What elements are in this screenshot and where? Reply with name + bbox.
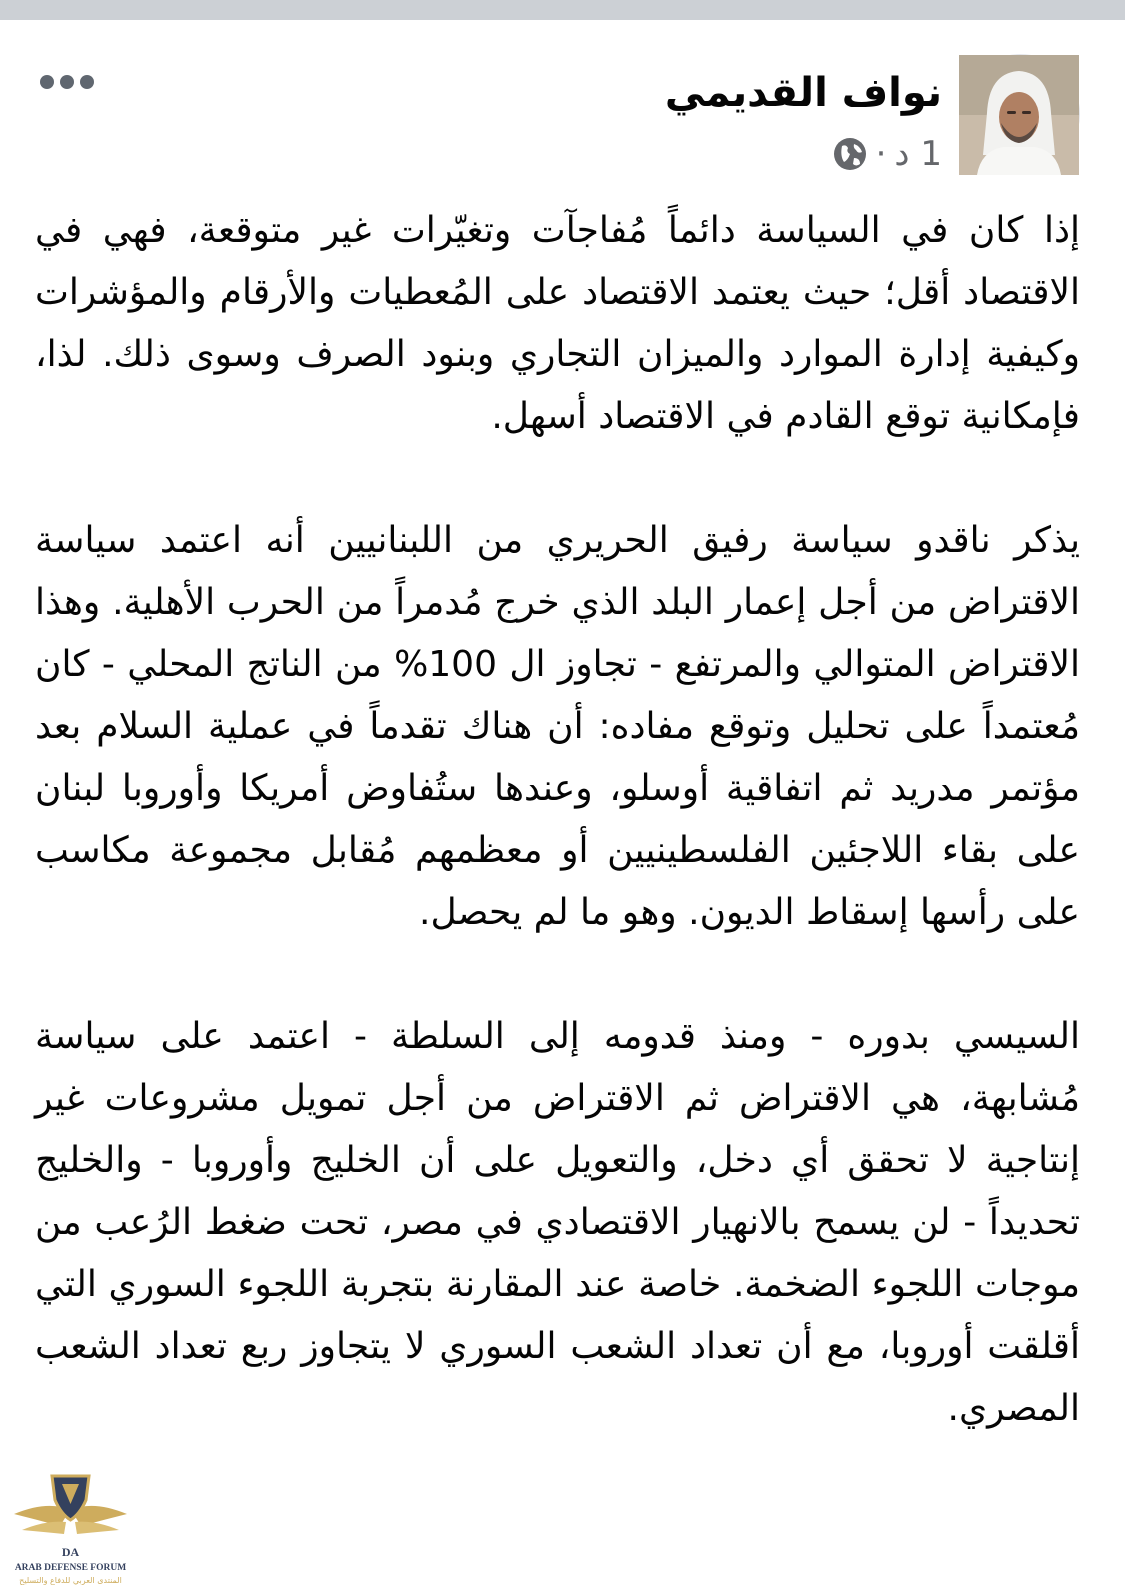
more-dot bbox=[60, 75, 74, 89]
watermark-brand-ar: المنتدى العربي للدفاع والتسليح bbox=[19, 1576, 122, 1585]
more-options-icon[interactable] bbox=[40, 72, 94, 92]
arab-defense-forum-watermark bbox=[8, 1470, 133, 1590]
post-meta bbox=[832, 134, 942, 174]
watermark-brand: ARAB DEFENSE FORUM bbox=[14, 1563, 127, 1573]
post-body bbox=[35, 200, 1080, 1440]
post-paragraph: إذا كان في السياسة دائماً مُفاجآت وتغيّرات غير متوقعة، فهي في الاقتصاد أقل؛ حيث يعتمد الاقتصاد على المُعطيات والأرقام والمؤشرات وكيفية إدارة الموارد والميزان التجاري وبنود الصرف وسوى ذلك. لذا، فإمكانية توقع القادم في الاقتصاد أسهل. bbox=[35, 210, 1080, 437]
post-header bbox=[40, 54, 1080, 179]
post-paragraph: السيسي بدوره - ومنذ قدومه إلى السلطة - اعتمد على سياسة مُشابهة، هي الاقتراض ثم الاقتراض من أجل تمويل مشروعات غير إنتاجية لا تحقق أي دخل، والتعويل على أن الخليج وأوروبا - والخليج تحديداً - لن يسمح بالانهيار الاقتصادي في مصر، تحت ضغط الرُعب من موجات اللجوء الضخمة. خاصة عند المقارنة بتجربة اللجوء السوري التي أقلقت أوروبا، مع أن تعداد الشعب السوري لا يتجاوز ربع تعداد الشعب المصري. bbox=[35, 1016, 1080, 1429]
more-dot bbox=[80, 75, 94, 89]
author-avatar[interactable] bbox=[960, 54, 1080, 174]
post-paragraph: يذكر ناقدو سياسة رفيق الحريري من اللبنانيين أنه اعتمد سياسة الاقتراض من أجل إعمار البلد الذي خرج مُدمراً من الحرب الأهلية. وهذا الاقتراض المتوالي والمرتفع - تجاوز ال 100% من الناتج المحلي - كان مُعتمداً على تحليل وتوقع مفاده: أن هناك تقدماً في عملية السلام بعد مؤتمر مدريد ثم اتفاقية أوسلو، وعندها ستُفاوض أمريكا وأوروبا لبنان على بقاء اللاجئين الفلسطينيين أو معظمهم مُقابل مجموعة مكاسب على رأسها إسقاط الديون. وهو ما لم يحصل. bbox=[35, 520, 1080, 933]
globe-icon[interactable] bbox=[832, 136, 868, 172]
meta-separator: · bbox=[875, 134, 887, 174]
post-timestamp[interactable]: 1 د bbox=[894, 134, 942, 174]
watermark-monogram: DA bbox=[61, 1545, 80, 1559]
avatar-photo-icon bbox=[959, 55, 1079, 175]
author-name[interactable]: نواف القديمي bbox=[664, 70, 942, 116]
facebook-post bbox=[0, 20, 1125, 1585]
forum-logo-icon bbox=[8, 1470, 133, 1590]
more-dot bbox=[40, 75, 54, 89]
top-divider-strip bbox=[0, 0, 1125, 20]
